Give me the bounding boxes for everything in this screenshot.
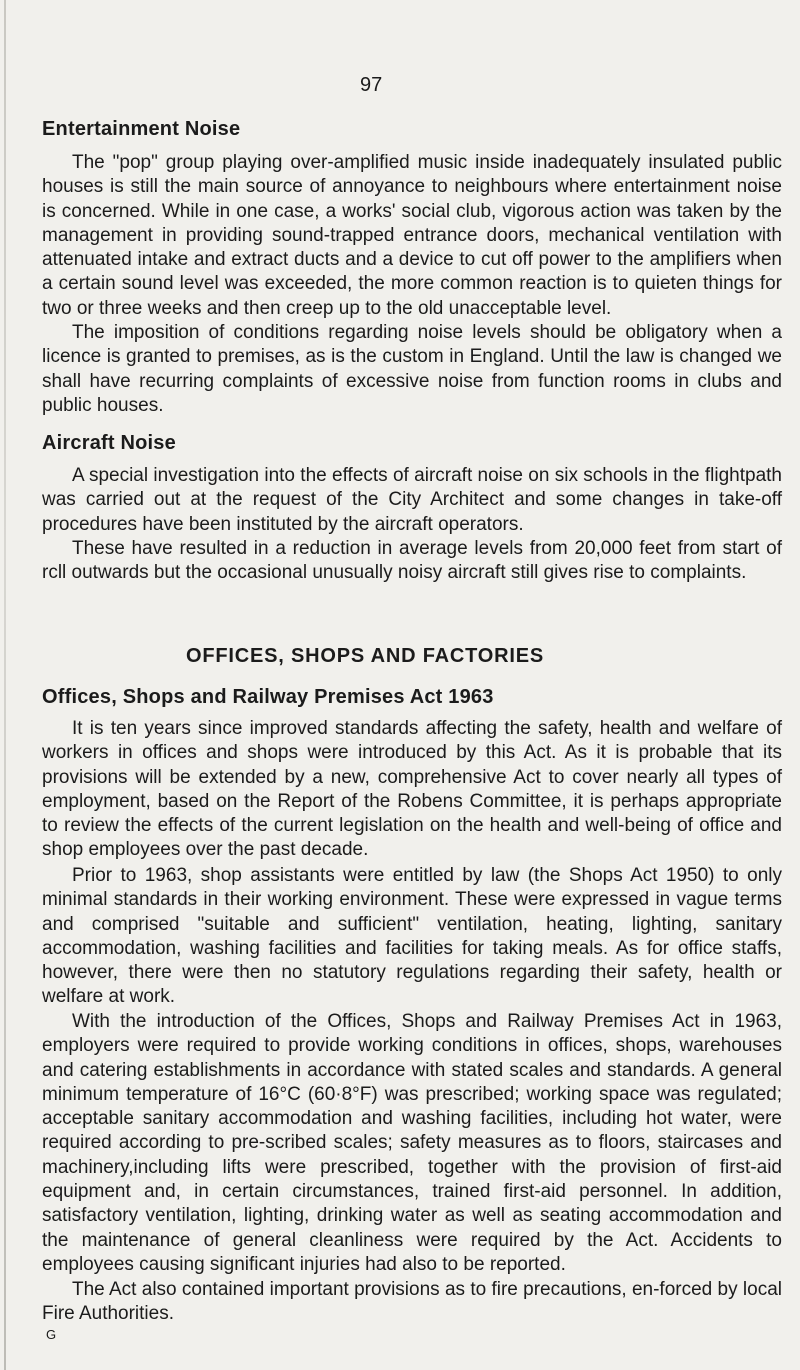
signature-mark: G [46, 1327, 57, 1342]
aircraft-paragraph-1: A special investigation into the effects of aircraft noise on six schools in the flightpath was carried out at the request of the City Architect and some changes in take-off procedures have been instituted by the aircraft operators. [42, 465, 782, 535]
page-number: 97 [360, 74, 383, 96]
entertainment-noise-heading: Entertainment Noise [42, 118, 241, 140]
act-paragraph-2: Prior to 1963, shop assistants were entitled by law (the Shops Act 1950) to only minimal standards in their working environment. These were expressed in vague terms and comprised "suitable and sufficient" ventilation, heating, lighting, sanitary accommodation, washing facilities and facilities for taking meals. As for office staffs, however, there were then no statutory regulations regarding their safety, health or welfare at work. [42, 865, 782, 1008]
act-paragraph-4: The Act also contained important provisions as to fire precautions, en-forced by local Fire Authorities. [42, 1279, 782, 1325]
page-edge [4, 0, 6, 1370]
offices-shops-factories-title: OFFICES, SHOPS AND FACTORIES [186, 645, 544, 667]
act-paragraph-3: With the introduction of the Offices, Shops and Railway Premises Act in 1963, employers were required to provide working conditions in offices, shops, warehouses and catering establishments in accordance with stated scales and standards. A general minimum temperature of 16°C (60·8°F) was prescribed; working space was regulated; acceptable sanitary accommodation and washing facilities, including hot water, were required according to pre-scribed scales; safety measures as to floors, staircases and machinery,including lifts were prescribed, together with the provision of first-aid equipment and, in certain circumstances, trained first-aid personnel. In addition, satisfactory ventilation, lighting, drinking water as well as seating accommodation and the maintenance of general cleanliness were required by the Act. Accidents to employees causing significant injuries had also to be reported. [42, 1011, 782, 1275]
act-1963-heading: Offices, Shops and Railway Premises Act 1963 [42, 686, 494, 708]
entertainment-paragraph-2: The imposition of conditions regarding noise levels should be obligatory when a licence is granted to premises, as is the custom in England. Until the law is changed we shall have recurring complaints of excessive noise from function rooms in clubs and public houses. [42, 322, 782, 416]
aircraft-noise-heading: Aircraft Noise [42, 432, 176, 454]
act-paragraph-1: It is ten years since improved standards affecting the safety, health and welfare of workers in offices and shops were introduced by this Act. As it is probable that its provisions will be extended by a new, comprehensive Act to cover nearly all types of employment, based on the Report of the Robens Committee, it is perhaps appropriate to review the effects of the current legislation on the health and well-being of office and shop employees over the past decade. [42, 718, 782, 861]
entertainment-paragraph-1: The "pop" group playing over-amplified music inside inadequately insulated public houses is still the main source of annoyance to neighbours where entertainment noise is concerned. While in one case, a works' social club, vigorous action was taken by the management in providing sound-trapped entrance doors, mechanical ventilation with attenuated intake and extract ducts and a device to cut off power to the amplifiers when a certain sound level was exceeded, the more common reaction is to quieten things for two or three weeks and then creep up to the old unacceptable level. [42, 152, 782, 319]
aircraft-paragraph-2: These have resulted in a reduction in average levels from 20,000 feet from start of rcll outwards but the occasional unusually noisy aircraft still gives rise to complaints. [42, 538, 782, 584]
